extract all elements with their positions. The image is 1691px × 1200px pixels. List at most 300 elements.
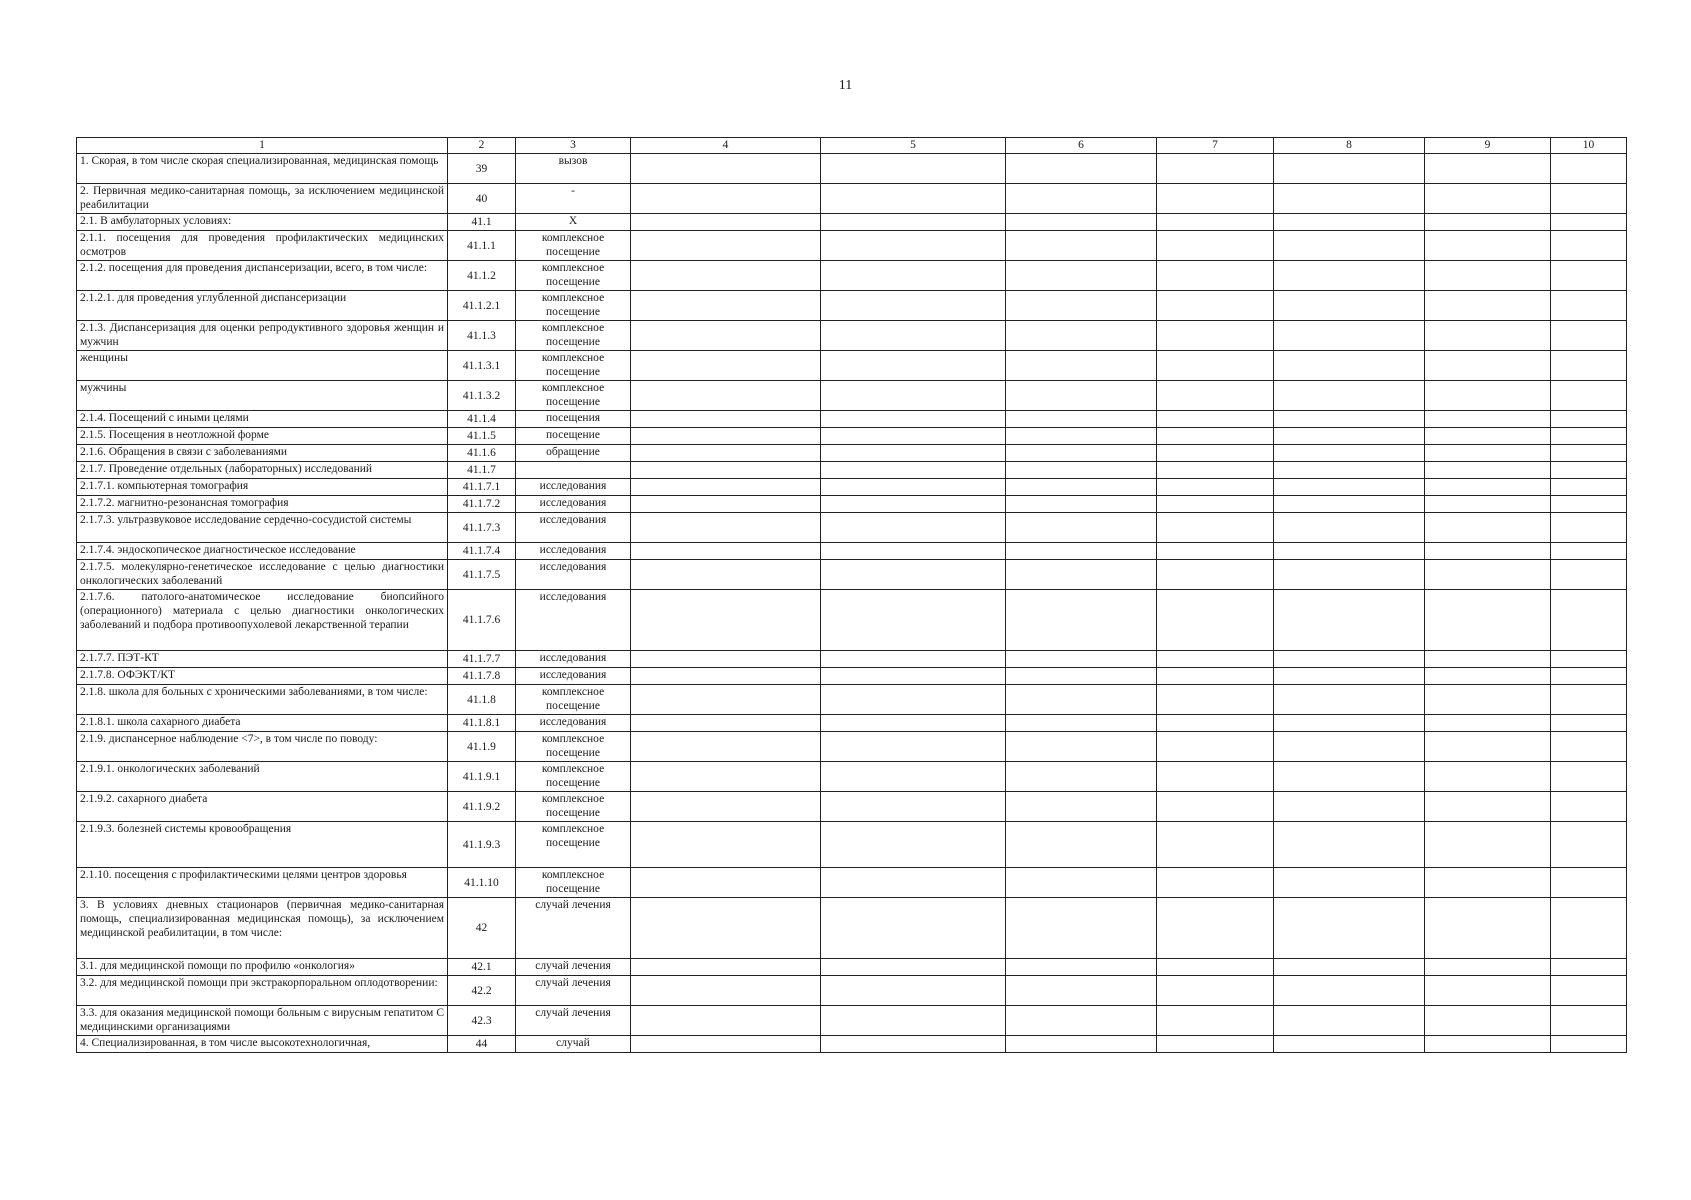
empty-cell-col10 <box>1551 651 1627 668</box>
empty-cell-col5 <box>821 321 1006 351</box>
row-code: 41.1.3.2 <box>448 381 516 411</box>
empty-cell-col8 <box>1274 231 1425 261</box>
row-unit: исследования <box>516 479 631 496</box>
table-row <box>77 321 1627 351</box>
empty-cell-col4 <box>631 560 821 590</box>
empty-cell-col5 <box>821 231 1006 261</box>
empty-cell-col10 <box>1551 462 1627 479</box>
empty-cell-col6 <box>1006 231 1157 261</box>
empty-cell-col7 <box>1157 668 1274 685</box>
empty-cell-col9 <box>1425 321 1551 351</box>
empty-cell-col8 <box>1274 822 1425 868</box>
row-code: 41.1.9.1 <box>448 762 516 792</box>
row-code: 41.1.1 <box>448 231 516 261</box>
empty-cell-col8 <box>1274 543 1425 560</box>
empty-cell-col6 <box>1006 543 1157 560</box>
empty-cell-col7 <box>1157 1006 1274 1036</box>
empty-cell-col10 <box>1551 959 1627 976</box>
empty-cell-col6 <box>1006 651 1157 668</box>
table-row <box>77 496 1627 513</box>
column-header: 5 <box>821 138 1006 154</box>
empty-cell-col6 <box>1006 351 1157 381</box>
column-header: 1 <box>77 138 448 154</box>
empty-cell-col9 <box>1425 668 1551 685</box>
empty-cell-col9 <box>1425 898 1551 959</box>
row-name: 2.1.7. Проведение отдельных (лабораторных) исследований <box>77 462 448 479</box>
empty-cell-col6 <box>1006 959 1157 976</box>
empty-cell-col7 <box>1157 214 1274 231</box>
empty-cell-col5 <box>821 590 1006 651</box>
table-row <box>77 715 1627 732</box>
row-name: мужчины <box>77 381 448 411</box>
column-header: 10 <box>1551 138 1627 154</box>
row-unit: исследования <box>516 668 631 685</box>
table-row <box>77 560 1627 590</box>
empty-cell-col7 <box>1157 154 1274 184</box>
empty-cell-col8 <box>1274 976 1425 1006</box>
empty-cell-col8 <box>1274 762 1425 792</box>
empty-cell-col6 <box>1006 411 1157 428</box>
empty-cell-col5 <box>821 291 1006 321</box>
empty-cell-col10 <box>1551 590 1627 651</box>
row-name: 2.1.7.3. ультразвуковое исследование сердечно-сосудистой системы <box>77 513 448 543</box>
row-unit: комплексное посещение <box>516 261 631 291</box>
empty-cell-col5 <box>821 560 1006 590</box>
empty-cell-col8 <box>1274 513 1425 543</box>
empty-cell-col5 <box>821 685 1006 715</box>
row-code: 41.1.9.2 <box>448 792 516 822</box>
empty-cell-col8 <box>1274 898 1425 959</box>
column-header: 2 <box>448 138 516 154</box>
row-code: 41.1.2.1 <box>448 291 516 321</box>
empty-cell-col10 <box>1551 715 1627 732</box>
table-row <box>77 214 1627 231</box>
empty-cell-col5 <box>821 668 1006 685</box>
empty-cell-col9 <box>1425 959 1551 976</box>
empty-cell-col4 <box>631 590 821 651</box>
table-row <box>77 231 1627 261</box>
empty-cell-col7 <box>1157 513 1274 543</box>
empty-cell-col4 <box>631 651 821 668</box>
empty-cell-col4 <box>631 411 821 428</box>
empty-cell-col10 <box>1551 822 1627 868</box>
empty-cell-col4 <box>631 154 821 184</box>
column-header: 6 <box>1006 138 1157 154</box>
empty-cell-col10 <box>1551 732 1627 762</box>
empty-cell-col6 <box>1006 261 1157 291</box>
empty-cell-col7 <box>1157 411 1274 428</box>
empty-cell-col4 <box>631 898 821 959</box>
empty-cell-col9 <box>1425 428 1551 445</box>
empty-cell-col10 <box>1551 291 1627 321</box>
empty-cell-col7 <box>1157 428 1274 445</box>
empty-cell-col6 <box>1006 668 1157 685</box>
empty-cell-col10 <box>1551 513 1627 543</box>
table-row <box>77 1006 1627 1036</box>
empty-cell-col5 <box>821 959 1006 976</box>
row-unit: исследования <box>516 513 631 543</box>
table-row <box>77 868 1627 898</box>
empty-cell-col8 <box>1274 1006 1425 1036</box>
row-unit: посещение <box>516 428 631 445</box>
empty-cell-col10 <box>1551 214 1627 231</box>
empty-cell-col7 <box>1157 445 1274 462</box>
row-unit: - <box>516 184 631 214</box>
row-unit: случай <box>516 1036 631 1053</box>
empty-cell-col7 <box>1157 685 1274 715</box>
empty-cell-col9 <box>1425 976 1551 1006</box>
empty-cell-col10 <box>1551 976 1627 1006</box>
empty-cell-col6 <box>1006 513 1157 543</box>
row-name: 2.1.3. Диспансеризация для оценки репродуктивного здоровья женщин и мужчин <box>77 321 448 351</box>
empty-cell-col8 <box>1274 668 1425 685</box>
column-header: 7 <box>1157 138 1274 154</box>
row-unit: случай лечения <box>516 1006 631 1036</box>
row-code: 41.1.5 <box>448 428 516 445</box>
empty-cell-col6 <box>1006 184 1157 214</box>
empty-cell-col9 <box>1425 261 1551 291</box>
table-row <box>77 479 1627 496</box>
row-code: 41.1.8 <box>448 685 516 715</box>
empty-cell-col6 <box>1006 462 1157 479</box>
empty-cell-col7 <box>1157 959 1274 976</box>
empty-cell-col6 <box>1006 445 1157 462</box>
empty-cell-col4 <box>631 822 821 868</box>
row-name: женщины <box>77 351 448 381</box>
empty-cell-col10 <box>1551 1036 1627 1053</box>
empty-cell-col8 <box>1274 445 1425 462</box>
empty-cell-col9 <box>1425 184 1551 214</box>
row-code: 41.1.10 <box>448 868 516 898</box>
row-name: 4. Специализированная, в том числе высокотехнологичная, <box>77 1036 448 1053</box>
empty-cell-col5 <box>821 898 1006 959</box>
empty-cell-col6 <box>1006 822 1157 868</box>
empty-cell-col5 <box>821 1006 1006 1036</box>
empty-cell-col7 <box>1157 231 1274 261</box>
empty-cell-col8 <box>1274 732 1425 762</box>
row-unit: комплексное посещение <box>516 231 631 261</box>
empty-cell-col10 <box>1551 560 1627 590</box>
row-name: 2.1.1. посещения для проведения профилактических медицинских осмотров <box>77 231 448 261</box>
empty-cell-col6 <box>1006 1006 1157 1036</box>
empty-cell-col8 <box>1274 351 1425 381</box>
empty-cell-col5 <box>821 792 1006 822</box>
row-unit: исследования <box>516 590 631 651</box>
empty-cell-col8 <box>1274 462 1425 479</box>
empty-cell-col6 <box>1006 792 1157 822</box>
empty-cell-col4 <box>631 1006 821 1036</box>
row-code: 41.1.6 <box>448 445 516 462</box>
empty-cell-col8 <box>1274 651 1425 668</box>
table-row <box>77 291 1627 321</box>
empty-cell-col8 <box>1274 590 1425 651</box>
empty-cell-col7 <box>1157 651 1274 668</box>
empty-cell-col8 <box>1274 321 1425 351</box>
row-code: 42.2 <box>448 976 516 1006</box>
empty-cell-col4 <box>631 762 821 792</box>
table-row <box>77 261 1627 291</box>
empty-cell-col4 <box>631 351 821 381</box>
empty-cell-col6 <box>1006 685 1157 715</box>
empty-cell-col4 <box>631 668 821 685</box>
empty-cell-col7 <box>1157 543 1274 560</box>
empty-cell-col10 <box>1551 762 1627 792</box>
empty-cell-col9 <box>1425 868 1551 898</box>
row-name: 2.1.9.3. болезней системы кровообращения <box>77 822 448 868</box>
empty-cell-col6 <box>1006 291 1157 321</box>
empty-cell-col7 <box>1157 496 1274 513</box>
row-name: 2.1.9.1. онкологических заболеваний <box>77 762 448 792</box>
empty-cell-col9 <box>1425 762 1551 792</box>
empty-cell-col9 <box>1425 381 1551 411</box>
row-name: 2.1.8.1. школа сахарного диабета <box>77 715 448 732</box>
empty-cell-col10 <box>1551 543 1627 560</box>
empty-cell-col4 <box>631 445 821 462</box>
row-unit: исследования <box>516 496 631 513</box>
empty-cell-col9 <box>1425 411 1551 428</box>
row-code: 41.1.7.2 <box>448 496 516 513</box>
empty-cell-col8 <box>1274 685 1425 715</box>
empty-cell-col10 <box>1551 381 1627 411</box>
empty-cell-col9 <box>1425 513 1551 543</box>
empty-cell-col9 <box>1425 822 1551 868</box>
row-unit: исследования <box>516 651 631 668</box>
empty-cell-col6 <box>1006 732 1157 762</box>
empty-cell-col8 <box>1274 154 1425 184</box>
empty-cell-col8 <box>1274 428 1425 445</box>
row-name: 3. В условиях дневных стационаров (первичная медико-санитарная помощь, специализированная медицинская помощь), за исключением медицинской реабилитации, в том числе: <box>77 898 448 959</box>
empty-cell-col7 <box>1157 822 1274 868</box>
empty-cell-col9 <box>1425 792 1551 822</box>
empty-cell-col5 <box>821 496 1006 513</box>
row-name: 1. Скорая, в том числе скорая специализированная, медицинская помощь <box>77 154 448 184</box>
empty-cell-col7 <box>1157 381 1274 411</box>
empty-cell-col8 <box>1274 291 1425 321</box>
row-code: 41.1.7.5 <box>448 560 516 590</box>
empty-cell-col5 <box>821 462 1006 479</box>
empty-cell-col5 <box>821 411 1006 428</box>
row-name: 2.1.7.7. ПЭТ-КТ <box>77 651 448 668</box>
row-name: 2.1.7.5. молекулярно-генетическое исследование с целью диагностики онкологических заболеваний <box>77 560 448 590</box>
row-unit: исследования <box>516 560 631 590</box>
row-name: 2.1.2.1. для проведения углубленной диспансеризации <box>77 291 448 321</box>
table-row <box>77 513 1627 543</box>
empty-cell-col7 <box>1157 291 1274 321</box>
row-unit: комплексное посещение <box>516 381 631 411</box>
empty-cell-col5 <box>821 543 1006 560</box>
empty-cell-col9 <box>1425 351 1551 381</box>
empty-cell-col10 <box>1551 668 1627 685</box>
empty-cell-col6 <box>1006 868 1157 898</box>
empty-cell-col4 <box>631 513 821 543</box>
empty-cell-col5 <box>821 428 1006 445</box>
row-name: 2.1.7.8. ОФЭКТ/КТ <box>77 668 448 685</box>
empty-cell-col10 <box>1551 261 1627 291</box>
row-code: 41.1.7.4 <box>448 543 516 560</box>
row-name: 3.1. для медицинской помощи по профилю «онкология» <box>77 959 448 976</box>
table-row <box>77 154 1627 184</box>
row-name: 3.3. для оказания медицинской помощи больным с вирусным гепатитом С медицинскими организациями <box>77 1006 448 1036</box>
empty-cell-col6 <box>1006 381 1157 411</box>
row-code: 39 <box>448 154 516 184</box>
empty-cell-col7 <box>1157 762 1274 792</box>
empty-cell-col5 <box>821 184 1006 214</box>
row-code: 40 <box>448 184 516 214</box>
empty-cell-col9 <box>1425 154 1551 184</box>
empty-cell-col5 <box>821 1036 1006 1053</box>
empty-cell-col5 <box>821 381 1006 411</box>
table-row <box>77 411 1627 428</box>
empty-cell-col10 <box>1551 445 1627 462</box>
row-name: 2.1.2. посещения для проведения диспансеризации, всего, в том числе: <box>77 261 448 291</box>
empty-cell-col6 <box>1006 428 1157 445</box>
empty-cell-col10 <box>1551 1006 1627 1036</box>
row-unit: случай лечения <box>516 976 631 1006</box>
table-row <box>77 543 1627 560</box>
row-unit: комплексное посещение <box>516 868 631 898</box>
table-row <box>77 898 1627 959</box>
table-row <box>77 976 1627 1006</box>
table-row <box>77 762 1627 792</box>
empty-cell-col4 <box>631 685 821 715</box>
row-code: 41.1.7.6 <box>448 590 516 651</box>
row-name: 2.1.6. Обращения в связи с заболеваниями <box>77 445 448 462</box>
row-unit: случай лечения <box>516 898 631 959</box>
empty-cell-col10 <box>1551 321 1627 351</box>
table-row <box>77 590 1627 651</box>
row-code: 41.1.9.3 <box>448 822 516 868</box>
empty-cell-col7 <box>1157 898 1274 959</box>
row-unit: комплексное посещение <box>516 822 631 868</box>
empty-cell-col8 <box>1274 959 1425 976</box>
table-row <box>77 668 1627 685</box>
empty-cell-col10 <box>1551 496 1627 513</box>
empty-cell-col5 <box>821 976 1006 1006</box>
row-code: 41.1.7.1 <box>448 479 516 496</box>
table-row <box>77 732 1627 762</box>
empty-cell-col4 <box>631 462 821 479</box>
row-unit: вызов <box>516 154 631 184</box>
row-unit: комплексное посещение <box>516 792 631 822</box>
empty-cell-col8 <box>1274 381 1425 411</box>
empty-cell-col7 <box>1157 462 1274 479</box>
empty-cell-col10 <box>1551 411 1627 428</box>
empty-cell-col6 <box>1006 321 1157 351</box>
empty-cell-col6 <box>1006 154 1157 184</box>
empty-cell-col8 <box>1274 479 1425 496</box>
row-code: 41.1.3.1 <box>448 351 516 381</box>
row-unit: случай лечения <box>516 959 631 976</box>
empty-cell-col6 <box>1006 214 1157 231</box>
row-unit: комплексное посещение <box>516 685 631 715</box>
empty-cell-col7 <box>1157 560 1274 590</box>
empty-cell-col5 <box>821 214 1006 231</box>
empty-cell-col10 <box>1551 231 1627 261</box>
empty-cell-col10 <box>1551 428 1627 445</box>
empty-cell-col10 <box>1551 868 1627 898</box>
row-unit <box>516 462 631 479</box>
empty-cell-col5 <box>821 261 1006 291</box>
row-name: 2.1.5. Посещения в неотложной форме <box>77 428 448 445</box>
row-name: 2. Первичная медико-санитарная помощь, за исключением медицинской реабилитации <box>77 184 448 214</box>
empty-cell-col4 <box>631 321 821 351</box>
row-name: 2.1.7.6. патолого-анатомическое исследование биопсийного (операционного) материала с целью диагностики онкологических заболеваний и подбора противоопухолевой лекарственной терапии <box>77 590 448 651</box>
empty-cell-col7 <box>1157 590 1274 651</box>
empty-cell-col9 <box>1425 291 1551 321</box>
empty-cell-col8 <box>1274 184 1425 214</box>
row-unit: комплексное посещение <box>516 762 631 792</box>
row-name: 3.2. для медицинской помощи при экстракорпоральном оплодотворении: <box>77 976 448 1006</box>
empty-cell-col9 <box>1425 651 1551 668</box>
row-name: 2.1.8. школа для больных с хроническими заболеваниями, в том числе: <box>77 685 448 715</box>
page-number: 11 <box>838 78 853 93</box>
empty-cell-col4 <box>631 261 821 291</box>
empty-cell-col7 <box>1157 732 1274 762</box>
row-code: 41.1.9 <box>448 732 516 762</box>
empty-cell-col8 <box>1274 1036 1425 1053</box>
row-code: 41.1.4 <box>448 411 516 428</box>
empty-cell-col9 <box>1425 543 1551 560</box>
empty-cell-col9 <box>1425 560 1551 590</box>
empty-cell-col10 <box>1551 685 1627 715</box>
empty-cell-col9 <box>1425 1036 1551 1053</box>
row-code: 41.1.2 <box>448 261 516 291</box>
empty-cell-col4 <box>631 496 821 513</box>
empty-cell-col6 <box>1006 496 1157 513</box>
empty-cell-col10 <box>1551 184 1627 214</box>
empty-cell-col5 <box>821 715 1006 732</box>
empty-cell-col6 <box>1006 762 1157 792</box>
row-unit: комплексное посещение <box>516 351 631 381</box>
row-code: 41.1.7.3 <box>448 513 516 543</box>
empty-cell-col8 <box>1274 715 1425 732</box>
empty-cell-col5 <box>821 479 1006 496</box>
row-unit: комплексное посещение <box>516 291 631 321</box>
row-name: 2.1.4. Посещений с иными целями <box>77 411 448 428</box>
empty-cell-col9 <box>1425 479 1551 496</box>
empty-cell-col10 <box>1551 792 1627 822</box>
empty-cell-col5 <box>821 822 1006 868</box>
empty-cell-col8 <box>1274 214 1425 231</box>
row-code: 41.1.7 <box>448 462 516 479</box>
empty-cell-col7 <box>1157 1036 1274 1053</box>
table-row <box>77 651 1627 668</box>
table-row <box>77 381 1627 411</box>
empty-cell-col10 <box>1551 898 1627 959</box>
empty-cell-col6 <box>1006 479 1157 496</box>
empty-cell-col8 <box>1274 411 1425 428</box>
row-code: 44 <box>448 1036 516 1053</box>
table-row <box>77 959 1627 976</box>
empty-cell-col7 <box>1157 321 1274 351</box>
row-code: 42.1 <box>448 959 516 976</box>
table-row <box>77 184 1627 214</box>
column-number-row <box>77 138 1627 154</box>
empty-cell-col7 <box>1157 351 1274 381</box>
empty-cell-col9 <box>1425 590 1551 651</box>
empty-cell-col5 <box>821 513 1006 543</box>
empty-cell-col5 <box>821 762 1006 792</box>
empty-cell-col4 <box>631 184 821 214</box>
row-unit: исследования <box>516 543 631 560</box>
empty-cell-col8 <box>1274 868 1425 898</box>
empty-cell-col7 <box>1157 976 1274 1006</box>
empty-cell-col6 <box>1006 898 1157 959</box>
empty-cell-col5 <box>821 445 1006 462</box>
empty-cell-col4 <box>631 792 821 822</box>
table-row <box>77 685 1627 715</box>
table-row <box>77 1036 1627 1053</box>
